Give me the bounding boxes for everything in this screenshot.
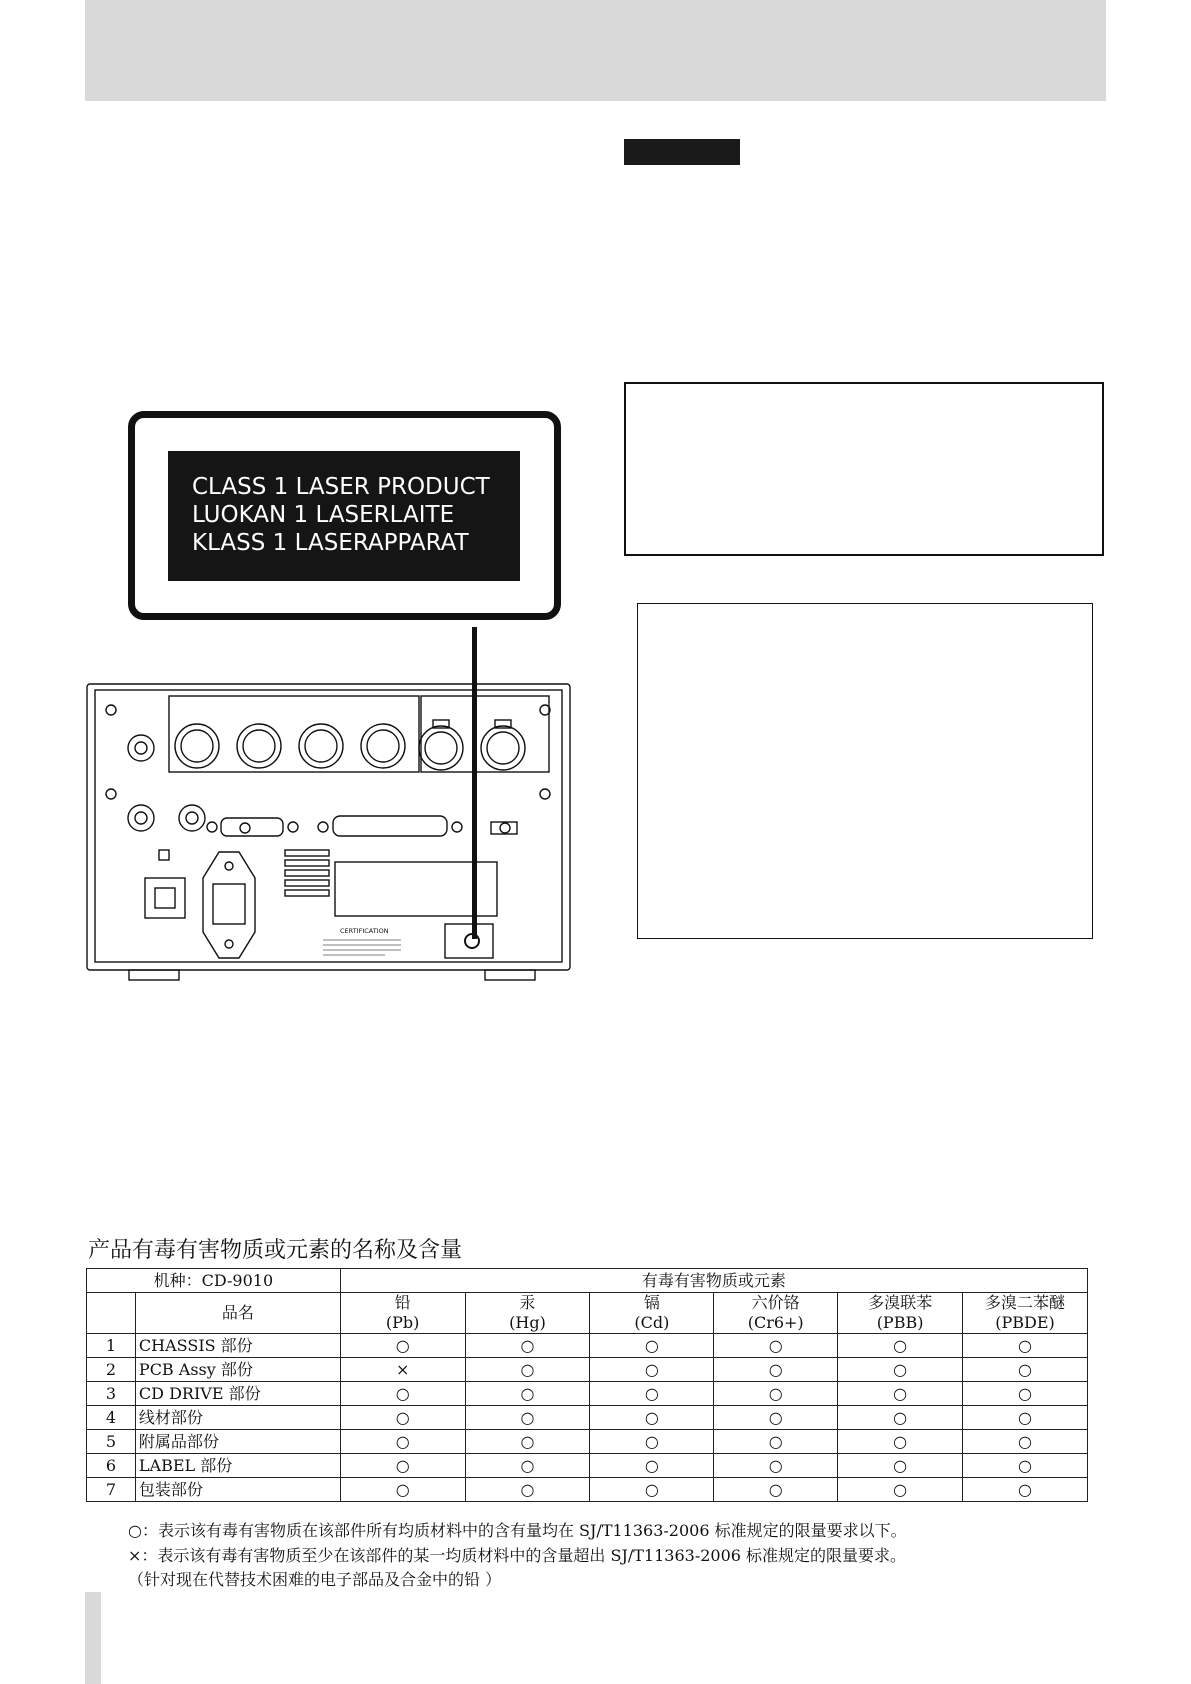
substance-mark: ○ — [590, 1382, 714, 1406]
table-row — [87, 1406, 1088, 1430]
laser-label-line-2: LUOKAN 1 LASERLAITE — [192, 502, 455, 528]
substance-mark: ○ — [465, 1454, 590, 1478]
substance-mark: ○ — [590, 1478, 714, 1502]
substance-mark: × — [340, 1358, 465, 1382]
section-tab-marker — [624, 139, 740, 165]
substance-header: 镉 (Cd) — [590, 1293, 714, 1334]
substance-mark: ○ — [340, 1334, 465, 1358]
substance-mark: ○ — [963, 1406, 1088, 1430]
substance-mark: ○ — [340, 1430, 465, 1454]
substance-group-header: 有毒有害物质或元素 — [340, 1269, 1087, 1293]
part-name: CHASSIS 部份 — [135, 1334, 340, 1358]
substance-mark: ○ — [963, 1430, 1088, 1454]
hazard-table-title: 产品有毒有害物质或元素的名称及含量 — [88, 1238, 463, 1263]
part-name: PCB Assy 部份 — [135, 1358, 340, 1382]
table-row — [87, 1358, 1088, 1382]
substance-header: 六价铬 (Cr6+) — [714, 1293, 838, 1334]
substance-mark: ○ — [340, 1454, 465, 1478]
model-label: 机种：CD-9010 — [87, 1269, 341, 1293]
laser-label-line-1: CLASS 1 LASER PRODUCT — [192, 474, 490, 500]
table-row — [87, 1382, 1088, 1406]
certification-title: CERTIFICATION — [340, 927, 389, 935]
part-name: CD DRIVE 部份 — [135, 1382, 340, 1406]
part-name: 线材部份 — [135, 1406, 340, 1430]
substance-mark: ○ — [714, 1454, 838, 1478]
substance-mark: ○ — [590, 1430, 714, 1454]
hazard-table — [86, 1268, 1088, 1502]
laser-label — [168, 451, 520, 581]
substance-header: 多溴联苯 (PBB) — [838, 1293, 963, 1334]
substance-mark: ○ — [963, 1454, 1088, 1478]
table-row — [87, 1454, 1088, 1478]
table-row — [87, 1430, 1088, 1454]
substance-header: 铅 (Pb) — [340, 1293, 465, 1334]
substance-mark: ○ — [963, 1358, 1088, 1382]
substance-mark: ○ — [838, 1430, 963, 1454]
substance-header: 汞 (Hg) — [465, 1293, 590, 1334]
row-number: 5 — [87, 1430, 136, 1454]
substance-mark: ○ — [714, 1358, 838, 1382]
rear-panel-illustration — [85, 682, 572, 982]
header-row-1 — [87, 1269, 1088, 1293]
part-name: 包装部份 — [135, 1478, 340, 1502]
row-number: 3 — [87, 1382, 136, 1406]
note-exemption: （针对现在代替技术困难的电子部品及合金中的铅 ） — [128, 1570, 502, 1589]
substance-mark: ○ — [714, 1478, 838, 1502]
substance-mark: ○ — [714, 1430, 838, 1454]
part-name: 附属品部份 — [135, 1430, 340, 1454]
part-name-header: 品名 — [135, 1293, 340, 1334]
substance-mark: ○ — [590, 1406, 714, 1430]
row-number: 6 — [87, 1454, 136, 1478]
substance-mark: ○ — [714, 1334, 838, 1358]
page-edge-strip — [85, 1592, 101, 1684]
row-number: 2 — [87, 1358, 136, 1382]
substance-header: 多溴二苯醚 (PBDE) — [963, 1293, 1088, 1334]
row-number: 7 — [87, 1478, 136, 1502]
substance-mark: ○ — [465, 1334, 590, 1358]
table-row — [87, 1334, 1088, 1358]
substance-mark: ○ — [340, 1478, 465, 1502]
substance-mark: ○ — [465, 1358, 590, 1382]
substance-mark: ○ — [590, 1358, 714, 1382]
no-header — [87, 1293, 136, 1334]
note-cross: ×：表示该有毒有害物质至少在该部件的某一均质材料中的含量超出 SJ/T11363-2006 标准规定的限量要求。 — [128, 1546, 907, 1565]
hazard-table-body — [87, 1334, 1088, 1502]
substance-mark: ○ — [590, 1454, 714, 1478]
substance-mark: ○ — [465, 1406, 590, 1430]
substance-mark: ○ — [963, 1334, 1088, 1358]
table-row — [87, 1478, 1088, 1502]
substance-mark: ○ — [590, 1334, 714, 1358]
substance-mark: ○ — [838, 1358, 963, 1382]
header-row-2 — [87, 1293, 1088, 1334]
part-name: LABEL 部份 — [135, 1454, 340, 1478]
notice-box-2 — [637, 603, 1093, 939]
substance-mark: ○ — [838, 1478, 963, 1502]
row-number: 1 — [87, 1334, 136, 1358]
substance-mark: ○ — [963, 1478, 1088, 1502]
substance-mark: ○ — [340, 1406, 465, 1430]
substance-mark: ○ — [838, 1454, 963, 1478]
substance-mark: ○ — [963, 1382, 1088, 1406]
notice-box-1 — [624, 382, 1104, 556]
substance-mark: ○ — [465, 1478, 590, 1502]
substance-mark: ○ — [465, 1382, 590, 1406]
substance-mark: ○ — [838, 1382, 963, 1406]
substance-mark: ○ — [340, 1382, 465, 1406]
header-band — [85, 0, 1106, 101]
row-number: 4 — [87, 1406, 136, 1430]
substance-mark: ○ — [838, 1334, 963, 1358]
note-circle: ○：表示该有毒有害物质在该部件所有均质材料中的含有量均在 SJ/T11363-2006 标准规定的限量要求以下。 — [128, 1521, 907, 1540]
substance-mark: ○ — [714, 1382, 838, 1406]
laser-label-line-3: KLASS 1 LASERAPPARAT — [192, 530, 469, 556]
substance-mark: ○ — [838, 1406, 963, 1430]
substance-mark: ○ — [714, 1406, 838, 1430]
substance-mark: ○ — [465, 1430, 590, 1454]
